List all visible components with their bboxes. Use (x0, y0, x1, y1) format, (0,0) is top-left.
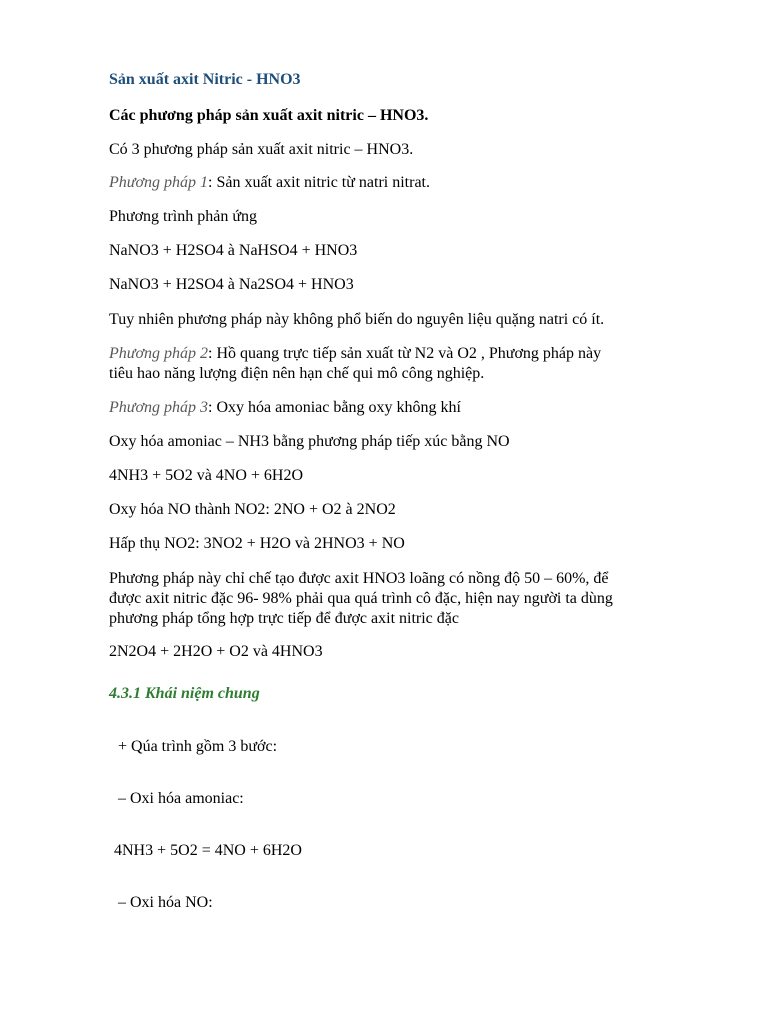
equation-5: 4NH3 + 5O2 = 4NO + 6H2O (114, 842, 302, 859)
subsection-heading: 4.3.1 Khái niệm chung (109, 685, 260, 702)
paragraph-line-1: Phương pháp này chỉ chế tạo được axit HNO3 loãng có nồng độ 50 – 60%, để (109, 570, 609, 587)
paragraph-line-3: phương pháp tổng hợp trực tiếp để được axit nitric đặc (109, 610, 459, 627)
method-3-text: : Oxy hóa amoniac bằng oxy không khí (208, 399, 461, 416)
bullet-process-steps: + Qúa trình gồm 3 bước: (118, 738, 278, 755)
note-text: Tuy nhiên phương pháp này không phổ biến do nguyên liệu quặng natri có ít. (109, 311, 605, 328)
section-heading: Các phương pháp sản xuất axit nitric – HNO3. (109, 107, 429, 124)
method-1-text: : Sản xuất axit nitric từ natri nitrat. (208, 174, 430, 191)
step-2-text: Oxy hóa NO thành NO2: 2NO + O2 à 2NO2 (109, 501, 396, 518)
paragraph-line-2: được axit nitric đặc 96- 98% phải qua quá trình cô đặc, hiện nay người ta dùng (109, 590, 613, 607)
method-1-line (109, 173, 430, 193)
bullet-oxidize-no: – Oxi hóa NO: (118, 894, 213, 911)
method-2-line (109, 344, 601, 364)
method-2-text: : Hồ quang trực tiếp sản xuất từ N2 và O2 , Phương pháp này (208, 345, 602, 362)
document-title: Sản xuất axit Nitric - HNO3 (109, 71, 301, 88)
reaction-label: Phương trình phản ứng (109, 208, 258, 225)
intro-text: Có 3 phương pháp sản xuất axit nitric – HNO3. (109, 141, 414, 158)
bullet-oxidize-ammonia: – Oxi hóa amoniac: (118, 790, 244, 807)
method-2-text-continued: tiêu hao năng lượng điện nên hạn chế qui mô công nghiệp. (109, 365, 485, 382)
equation-1: NaNO3 + H2SO4 à NaHSO4 + HNO3 (109, 242, 358, 259)
equation-3: 4NH3 + 5O2 và 4NO + 6H2O (109, 467, 304, 484)
step-1-text: Oxy hóa amoniac – NH3 bằng phương pháp tiếp xúc bằng NO (109, 433, 510, 450)
method-3-label: Phương pháp 3 (109, 399, 209, 416)
equation-4: 2N2O4 + 2H2O + O2 và 4HNO3 (109, 643, 323, 660)
step-3-text: Hấp thụ NO2: 3NO2 + H2O và 2HNO3 + NO (109, 535, 405, 552)
method-1-label: Phương pháp 1 (109, 174, 209, 191)
method-2-label: Phương pháp 2 (109, 345, 209, 362)
method-3-line (109, 398, 461, 418)
equation-2: NaNO3 + H2SO4 à Na2SO4 + HNO3 (109, 276, 354, 293)
